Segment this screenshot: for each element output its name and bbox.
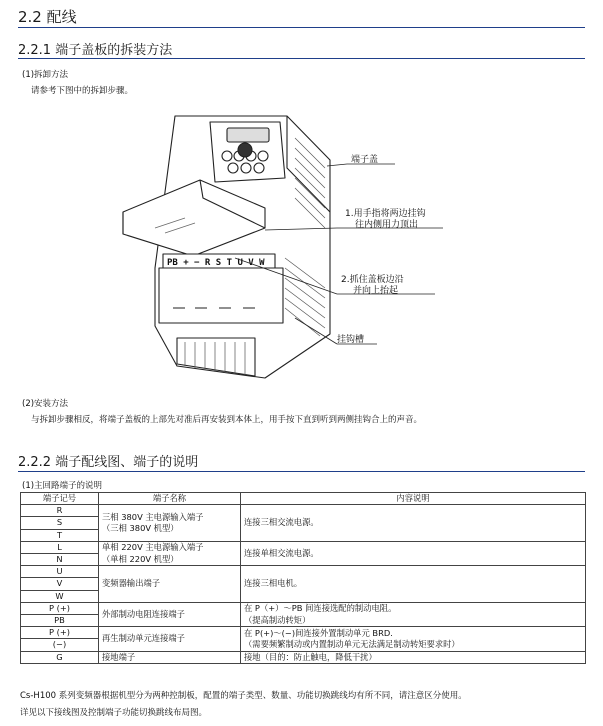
terminal-cover-diagram: [115, 108, 450, 390]
symbol-cell: P (+): [21, 602, 99, 614]
desc-cell: 在 P(+)～(−)间连接外置制动单元 BRD. （需要频繁制动或内置制动单元无法满足制动转矩要求时）: [241, 627, 586, 651]
header-name: 端子名称: [99, 493, 241, 505]
main-terminal-table: [20, 492, 586, 664]
symbol-cell: R: [21, 505, 99, 517]
note-line-1: Cs-H100 系列变频器根据机型分为两种控制板，配置的端子类型、数量、功能切换跳线均有所不同，请注意区分使用。: [20, 691, 467, 701]
subsection-title-wiring: 2.2.2 端子配线图、端子的说明: [18, 455, 199, 470]
symbol-cell: P (+): [21, 627, 99, 639]
table-row: [21, 627, 586, 639]
callout-step2-line2: 并向上抬起: [353, 286, 399, 296]
symbol-cell: PB: [21, 615, 99, 627]
removal-heading: (1)拆卸方法: [22, 70, 69, 80]
name-cell: 接地端子: [99, 651, 241, 663]
name-cell: 变频器输出端子: [99, 566, 241, 603]
name-cell: 单相 220V 主电源输入端子 （单相 220V 机型）: [99, 541, 241, 565]
header-desc: 内容说明: [241, 493, 586, 505]
name-cell: 外部制动电阻连接端子: [99, 602, 241, 626]
desc-cell: 连接单相交流电源。: [241, 541, 586, 565]
symbol-cell: (−): [21, 639, 99, 651]
callout-hook: 挂钩槽: [337, 335, 365, 345]
table-header-row: [21, 493, 586, 505]
table-row: [21, 566, 586, 578]
main-circuit-heading: (1)主回路端子的说明: [22, 481, 103, 491]
callout-step1-line2: 往内侧用力顶出: [355, 220, 419, 230]
callout-step2-line1: 2.抓住盖板边沿: [341, 275, 404, 285]
desc-cell: 接地（目的：防止触电，降低干扰）: [241, 651, 586, 663]
section-title: 2.2 配线: [18, 8, 77, 26]
desc-cell: 在 P（+）～PB 间连接选配的制动电阻。 （提高制动转矩）: [241, 602, 586, 626]
subsection-divider: [18, 58, 585, 59]
table-row: [21, 651, 586, 663]
subsection-title-cover: 2.2.1 端子盖板的拆装方法: [18, 43, 173, 58]
symbol-cell: T: [21, 529, 99, 541]
symbol-cell: U: [21, 566, 99, 578]
symbol-cell: S: [21, 517, 99, 529]
callout-step1-line1: 1.用手指将两边挂钩: [345, 209, 426, 219]
name-cell: 三相 380V 主电源输入端子 （三相 380V 机型）: [99, 505, 241, 542]
install-text: 与拆卸步骤相反，将端子盖板的上部先对准后再安装到本体上，用手按下直到听到两侧挂钩合上的声音。: [31, 415, 423, 425]
table-row: [21, 505, 586, 517]
table-row: [21, 602, 586, 614]
terminal-strip-label: PB + − R S T U V W: [167, 258, 265, 268]
removal-text: 请参考下图中的拆卸步骤。: [31, 86, 134, 96]
note-line-2: 详见以下接线图及控制端子功能切换跳线布局图。: [20, 708, 208, 718]
install-heading: (2)安装方法: [22, 399, 69, 409]
subsection-divider-2: [18, 471, 585, 472]
section-divider: [18, 27, 585, 28]
symbol-cell: G: [21, 651, 99, 663]
header-symbol: 端子记号: [21, 493, 99, 505]
symbol-cell: L: [21, 541, 99, 553]
desc-cell: 连接三相交流电源。: [241, 505, 586, 542]
table-row: [21, 541, 586, 553]
symbol-cell: N: [21, 554, 99, 566]
symbol-cell: W: [21, 590, 99, 602]
symbol-cell: V: [21, 578, 99, 590]
name-cell: 再生制动单元连接端子: [99, 627, 241, 651]
callout-cover: 端子盖: [351, 155, 379, 165]
desc-cell: 连接三相电机。: [241, 566, 586, 603]
